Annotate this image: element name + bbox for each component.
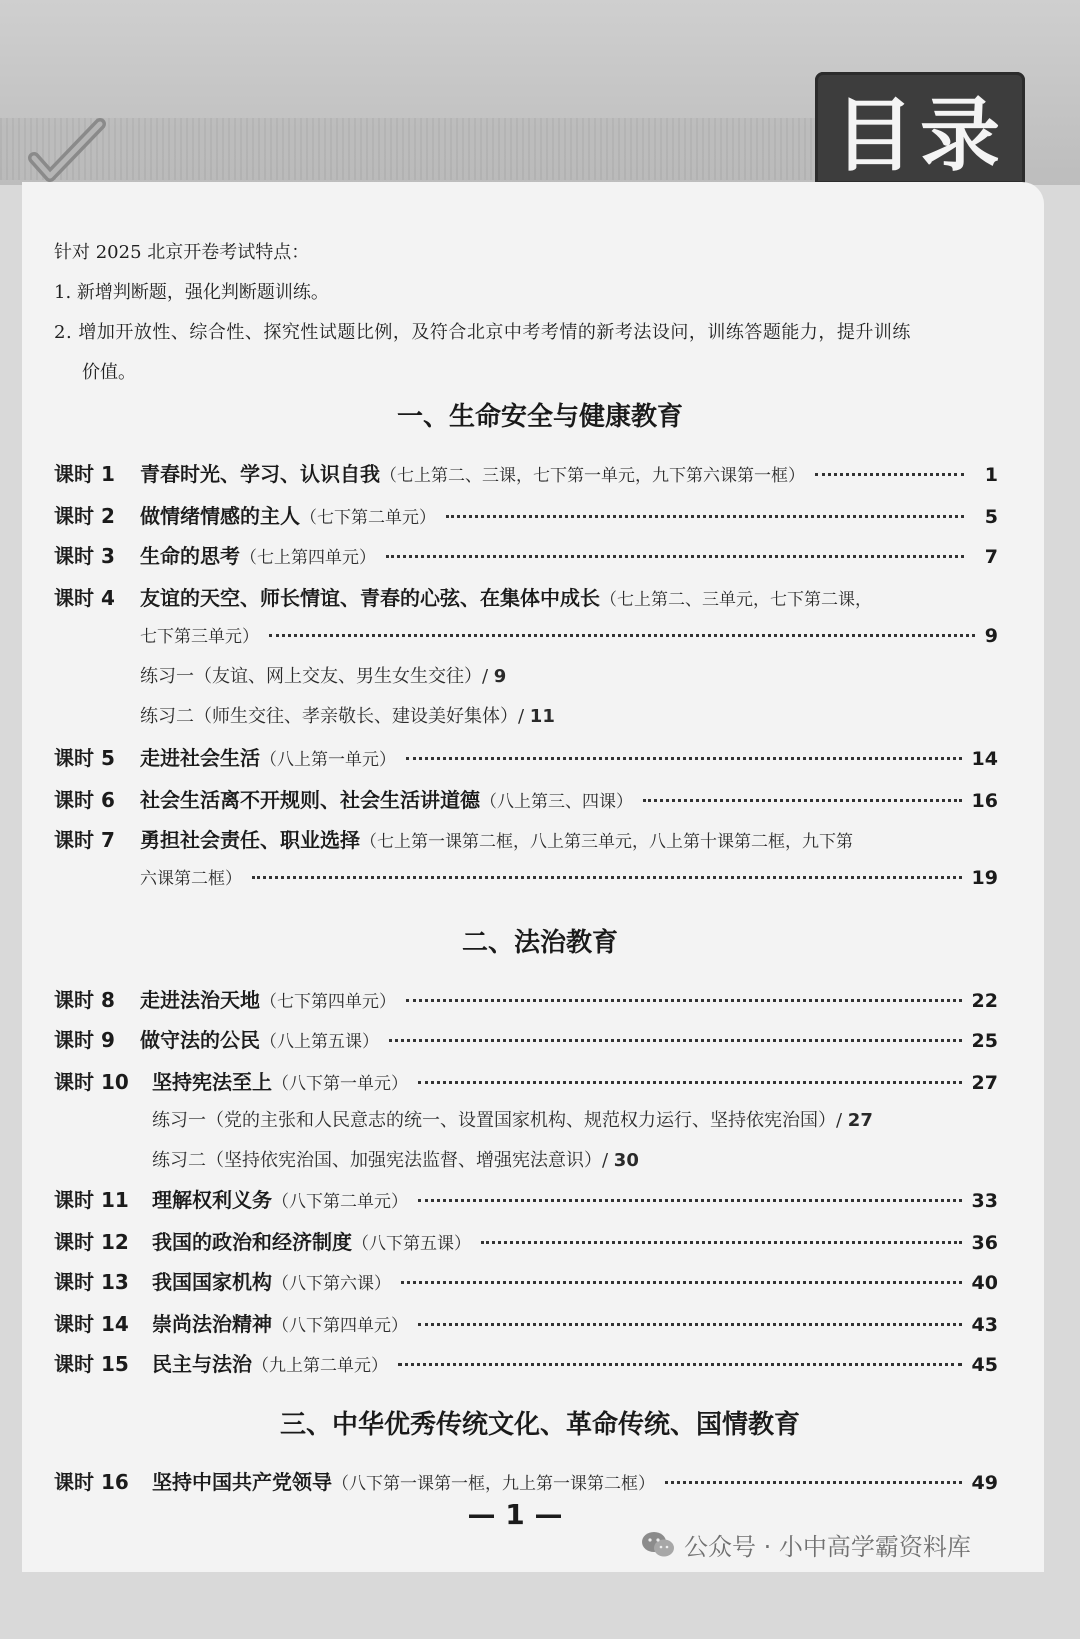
lesson-topic: 民主与法治 (152, 1352, 252, 1376)
leader-dots (418, 1199, 962, 1202)
lesson-scope: （七上第二、三课，七下第一单元，九下第六课第一框） (380, 466, 805, 486)
lesson-number: 课时 3 (54, 544, 115, 568)
practice-item[interactable] (140, 662, 506, 688)
toc-row[interactable] (54, 582, 998, 612)
page-ref: 19 (971, 867, 998, 889)
leader-dots (406, 999, 962, 1002)
page-ref: 43 (971, 1314, 998, 1336)
practice-page: 30 (613, 1150, 639, 1171)
page-ref: 49 (971, 1472, 998, 1494)
intro-heading: 针对 2025 北京开卷考试特点： (54, 242, 310, 263)
toc-row[interactable] (54, 500, 998, 530)
lesson-number: 课时 14 (54, 1312, 129, 1336)
wechat-icon (640, 1530, 676, 1560)
lesson-scope: （七上第二、三单元，七下第二课， (600, 590, 872, 610)
lesson-number: 课时 10 (54, 1070, 129, 1094)
lesson-topic: 理解权利义务 (152, 1188, 272, 1212)
lesson-topic: 生命的思考 (140, 544, 240, 568)
page-ref: 7 (984, 546, 998, 568)
page-number: — 1 — (467, 1498, 563, 1531)
toc-row[interactable] (54, 540, 998, 570)
leader-dots (418, 1323, 962, 1326)
lesson-topic: 青春时光、学习、认识自我 (140, 462, 380, 486)
page-ref: 14 (971, 748, 998, 770)
page-ref: 33 (971, 1190, 998, 1212)
toc-row[interactable] (54, 1266, 998, 1296)
page-ref: 22 (971, 990, 998, 1012)
leader-dots (643, 799, 962, 802)
lesson-number: 课时 5 (54, 746, 115, 770)
lesson-scope: （八下第一单元） (272, 1074, 408, 1094)
toc-row[interactable] (54, 458, 998, 488)
watermark (640, 1527, 971, 1562)
leader-dots (665, 1481, 962, 1484)
leader-dots (386, 555, 964, 558)
lesson-scope-cont: 六课第二框） (140, 869, 242, 889)
practice-text: 练习一（党的主张和人民意志的统一、设置国家机构、规范权力运行、坚持依宪治国）/ (152, 1110, 848, 1131)
practice-item[interactable] (152, 1106, 873, 1132)
lesson-number: 课时 4 (54, 586, 115, 610)
page-ref: 5 (984, 506, 998, 528)
page-ref: 16 (971, 790, 998, 812)
practice-text: 练习二（师生交往、孝亲敬长、建设美好集体）/ (140, 706, 530, 727)
section-title: 二、法治教育 (461, 928, 618, 958)
practice-page: 27 (847, 1110, 873, 1131)
lesson-number: 课时 2 (54, 504, 115, 528)
lesson-scope: （七上第一课第二框，八上第三单元，八上第十课第二框，九下第 (360, 832, 853, 852)
lesson-topic: 走进社会生活 (140, 746, 260, 770)
practice-page: 11 (529, 706, 555, 727)
leader-dots (481, 1241, 962, 1244)
section-title: 一、生命安全与健康教育 (396, 402, 683, 432)
lesson-scope: （八上第五课） (260, 1032, 379, 1052)
page-ref: 40 (971, 1272, 998, 1294)
page-ref: 27 (971, 1072, 998, 1094)
header-stripe (0, 118, 820, 180)
lesson-number: 课时 12 (54, 1230, 129, 1254)
leader-dots (252, 876, 962, 879)
toc-row[interactable] (54, 784, 998, 814)
lesson-number: 课时 7 (54, 828, 115, 852)
lesson-scope: （八下第二单元） (272, 1192, 408, 1212)
page-ref: 25 (971, 1030, 998, 1052)
lesson-scope: （八下第六课） (272, 1274, 391, 1294)
leader-dots (389, 1039, 962, 1042)
page-ref: 36 (971, 1232, 998, 1254)
leader-dots (418, 1081, 962, 1084)
practice-text: 练习二（坚持依宪治国、加强宪法监督、增强宪法意识）/ (152, 1150, 614, 1171)
page-ref: 45 (971, 1354, 998, 1376)
toc-row[interactable] (54, 1184, 998, 1214)
lesson-number: 课时 1 (54, 462, 115, 486)
lesson-scope: （八上第三、四课） (480, 792, 633, 812)
practice-item[interactable] (140, 702, 555, 728)
lesson-topic: 友谊的天空、师长情谊、青春的心弦、在集体中成长 (140, 586, 600, 610)
lesson-scope: （八上第一单元） (260, 750, 396, 770)
title-box (815, 72, 1025, 184)
section-title: 三、中华优秀传统文化、革命传统、国情教育 (279, 1410, 800, 1440)
toc-row[interactable] (54, 1024, 998, 1054)
toc-row[interactable] (54, 1308, 998, 1338)
lesson-number: 课时 6 (54, 788, 115, 812)
intro-point-1: 1. 新增判断题，强化判断题训练。 (54, 282, 329, 303)
lesson-scope: （八下第四单元） (272, 1316, 408, 1336)
lesson-number: 课时 16 (54, 1470, 129, 1494)
lesson-scope: （七上第四单元） (240, 548, 376, 568)
practice-item[interactable] (152, 1146, 639, 1172)
leader-dots (398, 1363, 962, 1366)
lesson-topic: 做情绪情感的主人 (140, 504, 300, 528)
lesson-number: 课时 11 (54, 1188, 129, 1212)
lesson-number: 课时 9 (54, 1028, 115, 1052)
toc-row[interactable] (54, 1348, 998, 1378)
practice-page: 9 (493, 666, 507, 687)
toc-row[interactable] (54, 1066, 998, 1096)
lesson-scope: （七下第四单元） (260, 992, 396, 1012)
toc-row[interactable] (54, 1226, 998, 1256)
toc-row[interactable] (54, 984, 998, 1014)
lesson-number: 课时 8 (54, 988, 115, 1012)
lesson-topic: 做守法的公民 (140, 1028, 260, 1052)
intro-point-2-cont: 价值。 (82, 362, 136, 383)
lesson-topic: 我国的政治和经济制度 (152, 1230, 352, 1254)
lesson-topic: 我国国家机构 (152, 1270, 272, 1294)
lesson-scope: （八下第五课） (352, 1234, 471, 1254)
leader-dots (815, 473, 964, 476)
page-ref: 1 (984, 464, 998, 486)
practice-text: 练习一（友谊、网上交友、男生女生交往）/ (140, 666, 494, 687)
lesson-scope-cont: 七下第三单元） (140, 627, 259, 647)
watermark-text: 公众号 · 小中高学霸资料库 (684, 1533, 971, 1561)
leader-dots (401, 1281, 962, 1284)
toc-row[interactable] (54, 824, 998, 854)
lesson-scope: （七下第二单元） (300, 508, 436, 528)
lesson-topic: 坚持宪法至上 (152, 1070, 272, 1094)
toc-row-continuation[interactable] (140, 864, 998, 889)
leader-dots (446, 515, 964, 518)
leader-dots (269, 634, 975, 637)
page-title: 目录 (834, 88, 1006, 182)
leader-dots (406, 757, 962, 760)
lesson-topic: 社会生活离不开规则、社会生活讲道德 (140, 788, 480, 812)
toc-row[interactable] (54, 742, 998, 772)
lesson-scope: （九上第二单元） (252, 1356, 388, 1376)
page-ref: 9 (984, 625, 998, 647)
lesson-number: 课时 15 (54, 1352, 129, 1376)
toc-row-continuation[interactable] (140, 622, 998, 647)
lesson-topic: 勇担社会责任、职业选择 (140, 828, 360, 852)
lesson-topic: 坚持中国共产党领导 (152, 1470, 332, 1494)
lesson-scope: （八下第一课第一框，九上第一课第二框） (332, 1474, 655, 1494)
checkmark-icon (28, 118, 108, 188)
toc-row[interactable] (54, 1466, 998, 1496)
lesson-topic: 崇尚法治精神 (152, 1312, 272, 1336)
lesson-topic: 走进法治天地 (140, 988, 260, 1012)
intro-point-2: 2. 增加开放性、综合性、探究性试题比例，及符合北京中考考情的新考法设问，训练答题能力，提升训练 (54, 322, 911, 343)
lesson-number: 课时 13 (54, 1270, 129, 1294)
